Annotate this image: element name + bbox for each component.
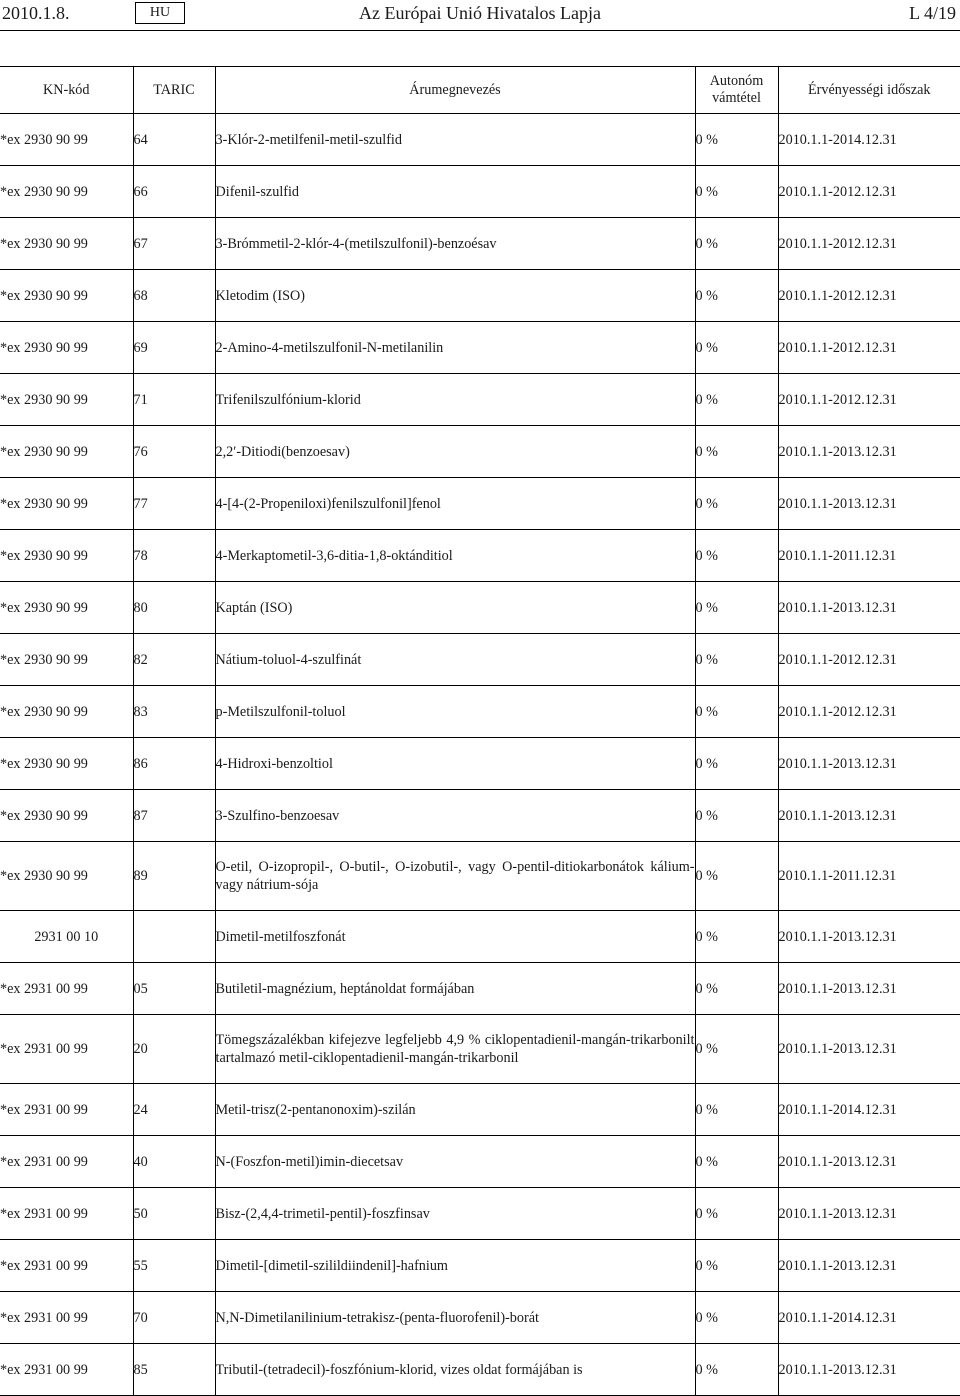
kn-code-cell: *ex 2930 90 99 (0, 790, 133, 842)
kn-code-cell: *ex 2931 00 99 (0, 1188, 133, 1240)
rate-cell: 0 % (695, 911, 778, 963)
kn-code-cell: *ex 2931 00 99 (0, 963, 133, 1015)
description-cell: Trifenilszulfónium-klorid (215, 374, 695, 426)
rate-cell: 0 % (695, 114, 778, 166)
validity-cell: 2010.1.1-2013.12.31 (778, 1188, 960, 1240)
table-row (0, 530, 960, 582)
taric-code-cell: 05 (133, 963, 215, 1015)
taric-code-cell: 70 (133, 1292, 215, 1344)
table-body (0, 114, 960, 1396)
taric-code-cell: 50 (133, 1188, 215, 1240)
table-row (0, 478, 960, 530)
table-row (0, 582, 960, 634)
rate-cell: 0 % (695, 218, 778, 270)
taric-code-cell: 77 (133, 478, 215, 530)
validity-cell: 2010.1.1-2012.12.31 (778, 270, 960, 322)
table-row (0, 426, 960, 478)
validity-cell: 2010.1.1-2013.12.31 (778, 738, 960, 790)
taric-code-cell: 85 (133, 1344, 215, 1396)
validity-cell: 2010.1.1-2012.12.31 (778, 322, 960, 374)
taric-code-cell (133, 911, 215, 963)
description-cell: Butiletil-magnézium, heptánoldat formájában (215, 963, 695, 1015)
rate-cell: 0 % (695, 738, 778, 790)
rate-cell: 0 % (695, 1084, 778, 1136)
table-row (0, 1084, 960, 1136)
rate-cell: 0 % (695, 530, 778, 582)
description-cell: Dimetil-[dimetil-szilildiindenil]-hafnium (215, 1240, 695, 1292)
table-row (0, 686, 960, 738)
description-cell: 4-Merkaptometil-3,6-ditia-1,8-oktánditiol (215, 530, 695, 582)
validity-cell: 2010.1.1-2012.12.31 (778, 634, 960, 686)
table-row (0, 963, 960, 1015)
kn-code-cell: *ex 2930 90 99 (0, 270, 133, 322)
rate-cell: 0 % (695, 582, 778, 634)
kn-code-cell: *ex 2931 00 99 (0, 1344, 133, 1396)
description-cell: N-(Foszfon-metil)imin-diecetsav (215, 1136, 695, 1188)
description-cell: 2-Amino-4-metilszulfonil-N-metilanilin (215, 322, 695, 374)
taric-code-cell: 87 (133, 790, 215, 842)
kn-code-cell: *ex 2930 90 99 (0, 842, 133, 911)
validity-cell: 2010.1.1-2011.12.31 (778, 530, 960, 582)
taric-code-cell: 89 (133, 842, 215, 911)
rate-cell: 0 % (695, 374, 778, 426)
description-cell: 3-Klór-2-metilfenil-metil-szulfid (215, 114, 695, 166)
kn-code-cell: *ex 2930 90 99 (0, 686, 133, 738)
description-cell: Kletodim (ISO) (215, 270, 695, 322)
rate-cell: 0 % (695, 166, 778, 218)
validity-cell: 2010.1.1-2013.12.31 (778, 911, 960, 963)
description-cell: Difenil-szulfid (215, 166, 695, 218)
kn-code-cell: *ex 2931 00 99 (0, 1136, 133, 1188)
taric-code-cell: 67 (133, 218, 215, 270)
validity-cell: 2010.1.1-2011.12.31 (778, 842, 960, 911)
page-header (0, 0, 960, 31)
table-row (0, 842, 960, 911)
column-header-validity: Érvényességi időszak (778, 67, 960, 114)
table-row (0, 270, 960, 322)
table-row (0, 114, 960, 166)
rate-cell: 0 % (695, 963, 778, 1015)
kn-code-cell: *ex 2931 00 99 (0, 1015, 133, 1084)
rate-cell: 0 % (695, 686, 778, 738)
description-cell: Tömegszázalékban kifejezve legfeljebb 4,9 % ciklopentadienil-mangán-trikarbonilt tartalmazó metil-ciklopentadienil-mangán-trikarbonil (215, 1015, 695, 1084)
table-row (0, 1015, 960, 1084)
description-cell: 4-Hidroxi-benzoltiol (215, 738, 695, 790)
kn-code-cell: 2931 00 10 (0, 911, 133, 963)
taric-code-cell: 86 (133, 738, 215, 790)
kn-code-cell: *ex 2930 90 99 (0, 114, 133, 166)
validity-cell: 2010.1.1-2013.12.31 (778, 1344, 960, 1396)
validity-cell: 2010.1.1-2013.12.31 (778, 1015, 960, 1084)
description-cell: p-Metilszulfonil-toluol (215, 686, 695, 738)
publication-date: 2010.1.8. (2, 3, 70, 23)
validity-cell: 2010.1.1-2012.12.31 (778, 218, 960, 270)
rate-cell: 0 % (695, 1015, 778, 1084)
column-header-rate-line2: vámtétel (712, 90, 761, 106)
validity-cell: 2010.1.1-2012.12.31 (778, 166, 960, 218)
taric-code-cell: 64 (133, 114, 215, 166)
description-cell: 4-[4-(2-Propeniloxi)fenilszulfonil]fenol (215, 478, 695, 530)
table-row (0, 790, 960, 842)
kn-code-cell: *ex 2931 00 99 (0, 1240, 133, 1292)
rate-cell: 0 % (695, 634, 778, 686)
validity-cell: 2010.1.1-2013.12.31 (778, 582, 960, 634)
kn-code-cell: *ex 2930 90 99 (0, 374, 133, 426)
table-row (0, 1240, 960, 1292)
tariff-table (0, 66, 960, 1396)
taric-code-cell: 69 (133, 322, 215, 374)
description-cell: N,N-Dimetilanilinium-tetrakisz-(penta-fluorofenil)-borát (215, 1292, 695, 1344)
description-cell: Bisz-(2,4,4-trimetil-pentil)-foszfinsav (215, 1188, 695, 1240)
page-number: L 4/19 (909, 3, 956, 23)
validity-cell: 2010.1.1-2013.12.31 (778, 1136, 960, 1188)
language-badge: HU (135, 2, 185, 24)
description-cell: 2,2′-Ditiodi(benzoesav) (215, 426, 695, 478)
table-row (0, 374, 960, 426)
kn-code-cell: *ex 2930 90 99 (0, 530, 133, 582)
description-cell: Metil-trisz(2-pentanonoxim)-szilán (215, 1084, 695, 1136)
description-cell: 3-Szulfino-benzoesav (215, 790, 695, 842)
taric-code-cell: 80 (133, 582, 215, 634)
column-header-taric: TARIC (133, 67, 215, 114)
table-row (0, 1188, 960, 1240)
validity-cell: 2010.1.1-2013.12.31 (778, 963, 960, 1015)
validity-cell: 2010.1.1-2013.12.31 (778, 1240, 960, 1292)
rate-cell: 0 % (695, 790, 778, 842)
rate-cell: 0 % (695, 322, 778, 374)
description-cell: Dimetil-metilfoszfonát (215, 911, 695, 963)
table-row (0, 634, 960, 686)
validity-cell: 2010.1.1-2014.12.31 (778, 1084, 960, 1136)
rate-cell: 0 % (695, 1188, 778, 1240)
table-row (0, 218, 960, 270)
kn-code-cell: *ex 2930 90 99 (0, 738, 133, 790)
validity-cell: 2010.1.1-2014.12.31 (778, 114, 960, 166)
rate-cell: 0 % (695, 270, 778, 322)
rate-cell: 0 % (695, 1136, 778, 1188)
kn-code-cell: *ex 2930 90 99 (0, 426, 133, 478)
column-header-rate (695, 67, 778, 114)
taric-code-cell: 55 (133, 1240, 215, 1292)
taric-code-cell: 68 (133, 270, 215, 322)
taric-code-cell: 78 (133, 530, 215, 582)
taric-code-cell: 66 (133, 166, 215, 218)
table-row (0, 166, 960, 218)
taric-code-cell: 71 (133, 374, 215, 426)
taric-code-cell: 20 (133, 1015, 215, 1084)
table-row (0, 738, 960, 790)
kn-code-cell: *ex 2930 90 99 (0, 582, 133, 634)
table-row (0, 911, 960, 963)
description-cell: Kaptán (ISO) (215, 582, 695, 634)
table-header-row (0, 67, 960, 114)
kn-code-cell: *ex 2930 90 99 (0, 166, 133, 218)
rate-cell: 0 % (695, 478, 778, 530)
kn-code-cell: *ex 2930 90 99 (0, 322, 133, 374)
table-row (0, 1344, 960, 1396)
column-header-kn: KN-kód (0, 67, 133, 114)
rate-cell: 0 % (695, 842, 778, 911)
column-header-description: Árumegnevezés (215, 67, 695, 114)
table-row (0, 1292, 960, 1344)
rate-cell: 0 % (695, 1292, 778, 1344)
validity-cell: 2010.1.1-2013.12.31 (778, 790, 960, 842)
taric-code-cell: 40 (133, 1136, 215, 1188)
taric-code-cell: 76 (133, 426, 215, 478)
rate-cell: 0 % (695, 1240, 778, 1292)
column-header-rate-line1: Autonóm (709, 73, 764, 89)
taric-code-cell: 24 (133, 1084, 215, 1136)
validity-cell: 2010.1.1-2012.12.31 (778, 374, 960, 426)
description-cell: Tributil-(tetradecil)-foszfónium-klorid, vizes oldat formájában is (215, 1344, 695, 1396)
validity-cell: 2010.1.1-2013.12.31 (778, 426, 960, 478)
kn-code-cell: *ex 2931 00 99 (0, 1292, 133, 1344)
taric-code-cell: 83 (133, 686, 215, 738)
journal-title: Az Európai Unió Hivatalos Lapja (359, 3, 601, 23)
kn-code-cell: *ex 2931 00 99 (0, 1084, 133, 1136)
validity-cell: 2010.1.1-2013.12.31 (778, 478, 960, 530)
validity-cell: 2010.1.1-2014.12.31 (778, 1292, 960, 1344)
kn-code-cell: *ex 2930 90 99 (0, 218, 133, 270)
description-cell: Nátium-toluol-4-szulfinát (215, 634, 695, 686)
description-cell: O-etil, O-izopropil-, O-butil-, O-izobutil-, vagy O-pentil-ditiokarbonátok kálium- vagy nátrium-sója (215, 842, 695, 911)
rate-cell: 0 % (695, 1344, 778, 1396)
rate-cell: 0 % (695, 426, 778, 478)
validity-cell: 2010.1.1-2012.12.31 (778, 686, 960, 738)
description-cell: 3-Brómmetil-2-klór-4-(metilszulfonil)-benzoésav (215, 218, 695, 270)
table-row (0, 1136, 960, 1188)
kn-code-cell: *ex 2930 90 99 (0, 634, 133, 686)
table-row (0, 322, 960, 374)
kn-code-cell: *ex 2930 90 99 (0, 478, 133, 530)
taric-code-cell: 82 (133, 634, 215, 686)
